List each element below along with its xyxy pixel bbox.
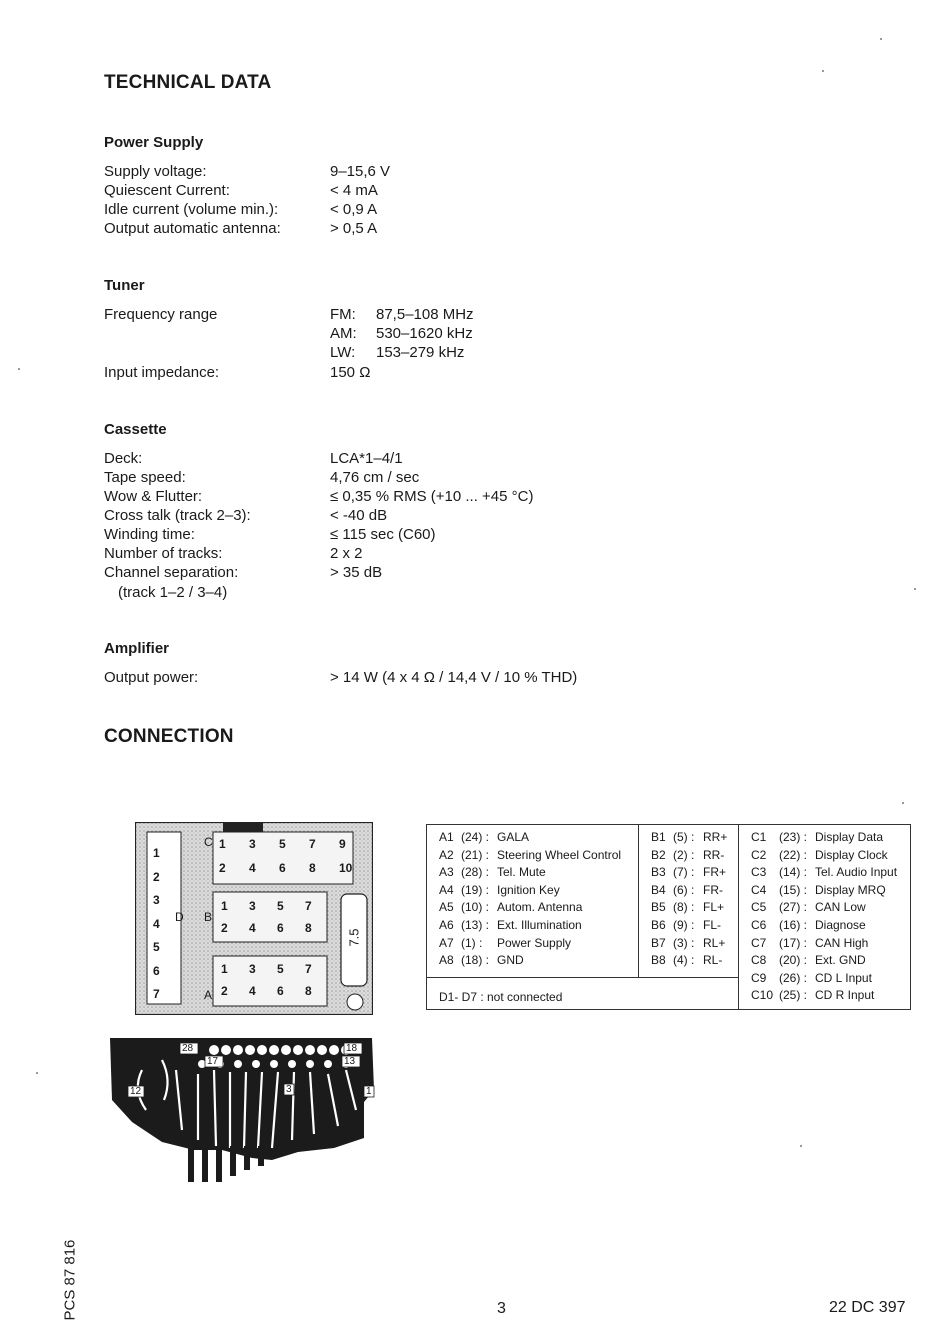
pin-label: 4	[249, 921, 256, 935]
table-row	[439, 917, 621, 935]
pin-function: Display Data	[815, 830, 884, 844]
table-row	[651, 899, 727, 917]
pin-function: RR+	[703, 830, 728, 844]
pin-function: Ignition Key	[497, 882, 560, 897]
side-document-code: PCS 87 816	[61, 1239, 79, 1321]
pin-id: C1	[751, 830, 767, 844]
pin-label: 2	[219, 861, 226, 875]
band-label: AM:	[330, 325, 357, 342]
document-code: 22 DC 397	[829, 1299, 906, 1316]
table-row	[439, 899, 621, 917]
pin-id: A7	[439, 935, 454, 950]
pin-id: C5	[751, 900, 767, 915]
scan-speck	[902, 802, 904, 804]
pcb-pin-label: 12	[130, 1086, 142, 1097]
pin-label: 5	[279, 837, 286, 851]
spec-label: Number of tracks:	[104, 545, 223, 562]
pin-label: 3	[249, 837, 256, 851]
block-letter-b: B	[204, 910, 213, 924]
pin-label: 8	[305, 984, 312, 998]
pin-code: (9) :	[673, 917, 695, 932]
pcb-pin-label: 3	[286, 1084, 292, 1095]
table-row	[651, 847, 727, 865]
pin-id: A1	[439, 830, 454, 844]
pin-function: GALA	[497, 830, 530, 844]
pcb-pin-label: 1	[366, 1086, 372, 1097]
pin-id: B8	[651, 953, 666, 968]
pin-label: 10	[339, 861, 353, 875]
table-row	[439, 952, 621, 970]
pin-code: (13) :	[461, 917, 490, 932]
pcb-pin-label: 18	[346, 1043, 358, 1054]
pcb-pin-label: 28	[182, 1043, 194, 1054]
pin-code: (4) :	[673, 953, 695, 968]
pin-code: (24) :	[461, 830, 490, 844]
c-bottom-pins	[219, 861, 359, 875]
pin-function: Steering Wheel Control	[497, 847, 622, 862]
table-row	[651, 882, 727, 900]
table-row	[751, 935, 897, 953]
pin-id: A5	[439, 900, 454, 915]
spec-value: 150 Ω	[330, 364, 371, 381]
pin-code: (17) :	[779, 935, 808, 950]
spec-note: (track 1–2 / 3–4)	[118, 584, 228, 601]
pin-code: (2) :	[673, 847, 695, 862]
table-row	[751, 864, 897, 882]
pin-code: (25) :	[779, 988, 808, 1003]
pin-label: 6	[277, 921, 284, 935]
pin-code: (23) :	[779, 830, 808, 844]
pin-code: (14) :	[779, 865, 808, 880]
pin-code: (7) :	[673, 865, 695, 880]
a-bottom-pins	[221, 984, 325, 998]
table-row	[751, 952, 897, 970]
pin-function: FR-	[703, 882, 723, 897]
spec-value	[330, 305, 474, 324]
scan-speck	[36, 1072, 38, 1074]
pin-function: RL-	[703, 953, 723, 968]
pin-label: 6	[153, 963, 160, 978]
table-row	[751, 970, 897, 988]
table-row	[651, 864, 727, 882]
pin-code: (6) :	[673, 882, 695, 897]
pin-label: 9	[339, 837, 346, 851]
table-row	[651, 917, 727, 935]
pin-id: A4	[439, 882, 454, 897]
pin-label: 3	[153, 893, 160, 907]
pin-id: C4	[751, 882, 767, 897]
spec-label: Frequency range	[104, 306, 218, 323]
pin-label: 8	[309, 861, 316, 875]
pin-label: 4	[153, 916, 160, 931]
scan-speck	[18, 368, 20, 370]
spec-label: Cross talk (track 2–3):	[104, 507, 251, 524]
pin-code: (16) :	[779, 917, 808, 932]
pin-label: 3	[249, 899, 256, 913]
spec-value	[330, 324, 473, 343]
pin-assignment-table	[426, 824, 911, 1010]
band-range: 87,5–108 MHz	[376, 306, 474, 323]
pin-code: (10) :	[461, 900, 490, 915]
spec-value: < 4 mA	[330, 182, 378, 199]
pin-label: 5	[277, 962, 284, 976]
spec-value: < -40 dB	[330, 507, 388, 524]
spec-label: Wow & Flutter:	[104, 488, 203, 505]
spec-value	[330, 343, 464, 362]
spec-label: Tape speed:	[104, 469, 186, 486]
pin-id: C6	[751, 917, 767, 932]
spec-value: LCA*1–4/1	[330, 450, 403, 467]
pin-id: B7	[651, 935, 666, 950]
b-top-pins	[221, 899, 325, 913]
pin-function: GND	[497, 953, 524, 968]
pin-function: CD L Input	[815, 970, 872, 985]
pin-code: (8) :	[673, 900, 695, 915]
pin-id: B4	[651, 882, 666, 897]
table-row	[751, 899, 897, 917]
table-divider	[738, 825, 739, 1009]
spec-label: Winding time:	[104, 526, 195, 543]
table-row	[439, 847, 621, 865]
pin-id: A2	[439, 847, 454, 862]
spec-label: Supply voltage:	[104, 163, 207, 180]
pin-id: B5	[651, 900, 666, 915]
c-pin-column	[751, 829, 897, 1005]
pin-code: (21) :	[461, 847, 490, 862]
a-pin-column	[439, 829, 621, 970]
pin-code: (19) :	[461, 882, 490, 897]
pin-id: C10	[751, 988, 774, 1003]
pin-id: C3	[751, 865, 767, 880]
a-top-pins	[221, 962, 325, 976]
pin-id: B3	[651, 865, 666, 880]
pcb-drawing	[102, 1030, 377, 1185]
connector-diagram	[135, 822, 373, 1015]
pin-code: (1) :	[461, 935, 483, 950]
pin-label: 2	[221, 921, 228, 935]
pin-label: 2	[221, 984, 228, 998]
pcb-pin-label: 17	[207, 1056, 219, 1067]
pin-code: (26) :	[779, 970, 808, 985]
pin-label: 5	[153, 940, 160, 954]
spec-label: Output power:	[104, 669, 199, 686]
pin-function: RR-	[703, 847, 725, 862]
pin-code: (22) :	[779, 847, 808, 862]
pin-function: Tel. Audio Input	[815, 865, 898, 880]
table-row	[439, 935, 621, 953]
pin-id: C8	[751, 953, 767, 968]
band-label: LW:	[330, 344, 356, 361]
pcb-pin-label: 13	[344, 1056, 356, 1067]
pin-code: (27) :	[779, 900, 808, 915]
pin-label: 8	[305, 921, 312, 935]
pin-function: Ext. GND	[815, 953, 866, 968]
pin-function: Display Clock	[815, 847, 888, 862]
fuse-label: 7.5	[346, 928, 362, 947]
pin-label: 3	[249, 962, 256, 976]
pin-function: RL+	[703, 935, 726, 950]
table-row	[751, 829, 897, 847]
scan-speck	[822, 70, 824, 72]
pin-label: 7	[305, 899, 312, 913]
pin-label: 4	[249, 984, 256, 998]
spec-label: Quiescent Current:	[104, 182, 230, 199]
power-supply-heading: Power Supply	[104, 134, 204, 151]
spec-value: < 0,9 A	[330, 201, 378, 218]
table-divider	[427, 977, 738, 978]
b-bottom-pins	[221, 921, 325, 935]
pin-id: C7	[751, 935, 767, 950]
pin-function: CAN Low	[815, 900, 866, 915]
pin-label: 1	[221, 899, 228, 913]
pin-label: 5	[277, 899, 284, 913]
spec-value: ≤ 115 sec (C60)	[330, 526, 436, 543]
block-letter-c: C	[204, 835, 213, 849]
spec-value: > 0,5 A	[330, 220, 378, 237]
spec-label: Output automatic antenna:	[104, 220, 281, 237]
table-row	[751, 987, 897, 1005]
pin-label: 2	[153, 869, 160, 884]
pin-label: 1	[153, 846, 160, 860]
pin-function: Diagnose	[815, 917, 866, 932]
table-divider	[638, 825, 639, 977]
pin-function: Display MRQ	[815, 882, 886, 897]
pin-function: Power Supply	[497, 935, 572, 950]
tuner-heading: Tuner	[104, 277, 145, 294]
cassette-heading: Cassette	[104, 421, 167, 438]
band-range: 153–279 kHz	[376, 344, 465, 361]
connection-heading: CONNECTION	[104, 726, 234, 747]
pin-id: B6	[651, 917, 666, 932]
pin-code: (5) :	[673, 830, 695, 844]
pin-id: A8	[439, 953, 454, 968]
table-row	[439, 829, 621, 847]
spec-label: Deck:	[104, 450, 143, 467]
spec-label: Channel separation:	[104, 564, 239, 581]
scan-speck	[914, 588, 916, 590]
pin-label: 6	[279, 861, 286, 875]
band-range: 530–1620 kHz	[376, 325, 473, 342]
pin-function: CAN High	[815, 935, 869, 950]
spec-value: 9–15,6 V	[330, 163, 391, 180]
page-number: 3	[497, 1300, 506, 1317]
table-row	[651, 952, 727, 970]
pin-function: FR+	[703, 865, 727, 880]
scan-speck	[800, 1145, 802, 1147]
pin-function: CD R Input	[815, 988, 875, 1003]
pin-function: Autom. Antenna	[497, 900, 583, 915]
pin-id: B2	[651, 847, 666, 862]
pin-code: (28) :	[461, 865, 490, 880]
technical-data-heading: TECHNICAL DATA	[104, 72, 272, 93]
spec-value: > 35 dB	[330, 564, 383, 581]
pin-id: C2	[751, 847, 767, 862]
pin-id: B1	[651, 830, 666, 844]
c-top-pins	[219, 837, 359, 851]
scan-speck	[880, 38, 882, 40]
pin-function: Ext. Illumination	[497, 917, 582, 932]
pin-function: Tel. Mute	[497, 865, 546, 880]
d-pins-note: D1- D7 : not connected	[439, 990, 563, 1004]
table-row	[651, 935, 727, 953]
pin-id: A3	[439, 865, 454, 880]
pin-code: (15) :	[779, 882, 808, 897]
table-row	[439, 882, 621, 900]
pin-function: FL+	[703, 900, 725, 915]
table-row	[751, 882, 897, 900]
pin-label: 6	[277, 984, 284, 998]
pin-label: 7	[153, 987, 160, 1001]
block-letter-a: A	[204, 988, 213, 1002]
spec-label: Idle current (volume min.):	[104, 201, 279, 218]
table-row	[751, 917, 897, 935]
pin-label: 7	[305, 962, 312, 976]
band-label: FM:	[330, 306, 356, 323]
table-row	[439, 864, 621, 882]
b-pin-column	[651, 829, 727, 970]
table-row	[651, 829, 727, 847]
pin-id: C9	[751, 970, 767, 985]
pin-label: 1	[221, 962, 228, 976]
table-row	[751, 847, 897, 865]
block-letter-d: D	[175, 910, 184, 924]
pin-function: FL-	[703, 917, 721, 932]
pcb-layout	[102, 1030, 377, 1185]
pin-code: (20) :	[779, 953, 808, 968]
pin-label: 7	[309, 837, 316, 851]
spec-value: 4,76 cm / sec	[330, 469, 420, 486]
amplifier-heading: Amplifier	[104, 640, 170, 657]
spec-value: > 14 W (4 x 4 Ω / 14,4 V / 10 % THD)	[330, 669, 578, 686]
d-pin-column	[153, 842, 177, 1007]
pin-label: 1	[219, 837, 226, 851]
spec-value: 2 x 2	[330, 545, 363, 562]
spec-label: Input impedance:	[104, 364, 220, 381]
pin-label: 4	[249, 861, 256, 875]
pin-code: (3) :	[673, 935, 695, 950]
pin-id: A6	[439, 917, 454, 932]
spec-value: ≤ 0,35 % RMS (+10 ... +45 °C)	[330, 488, 534, 505]
pin-code: (18) :	[461, 953, 490, 968]
